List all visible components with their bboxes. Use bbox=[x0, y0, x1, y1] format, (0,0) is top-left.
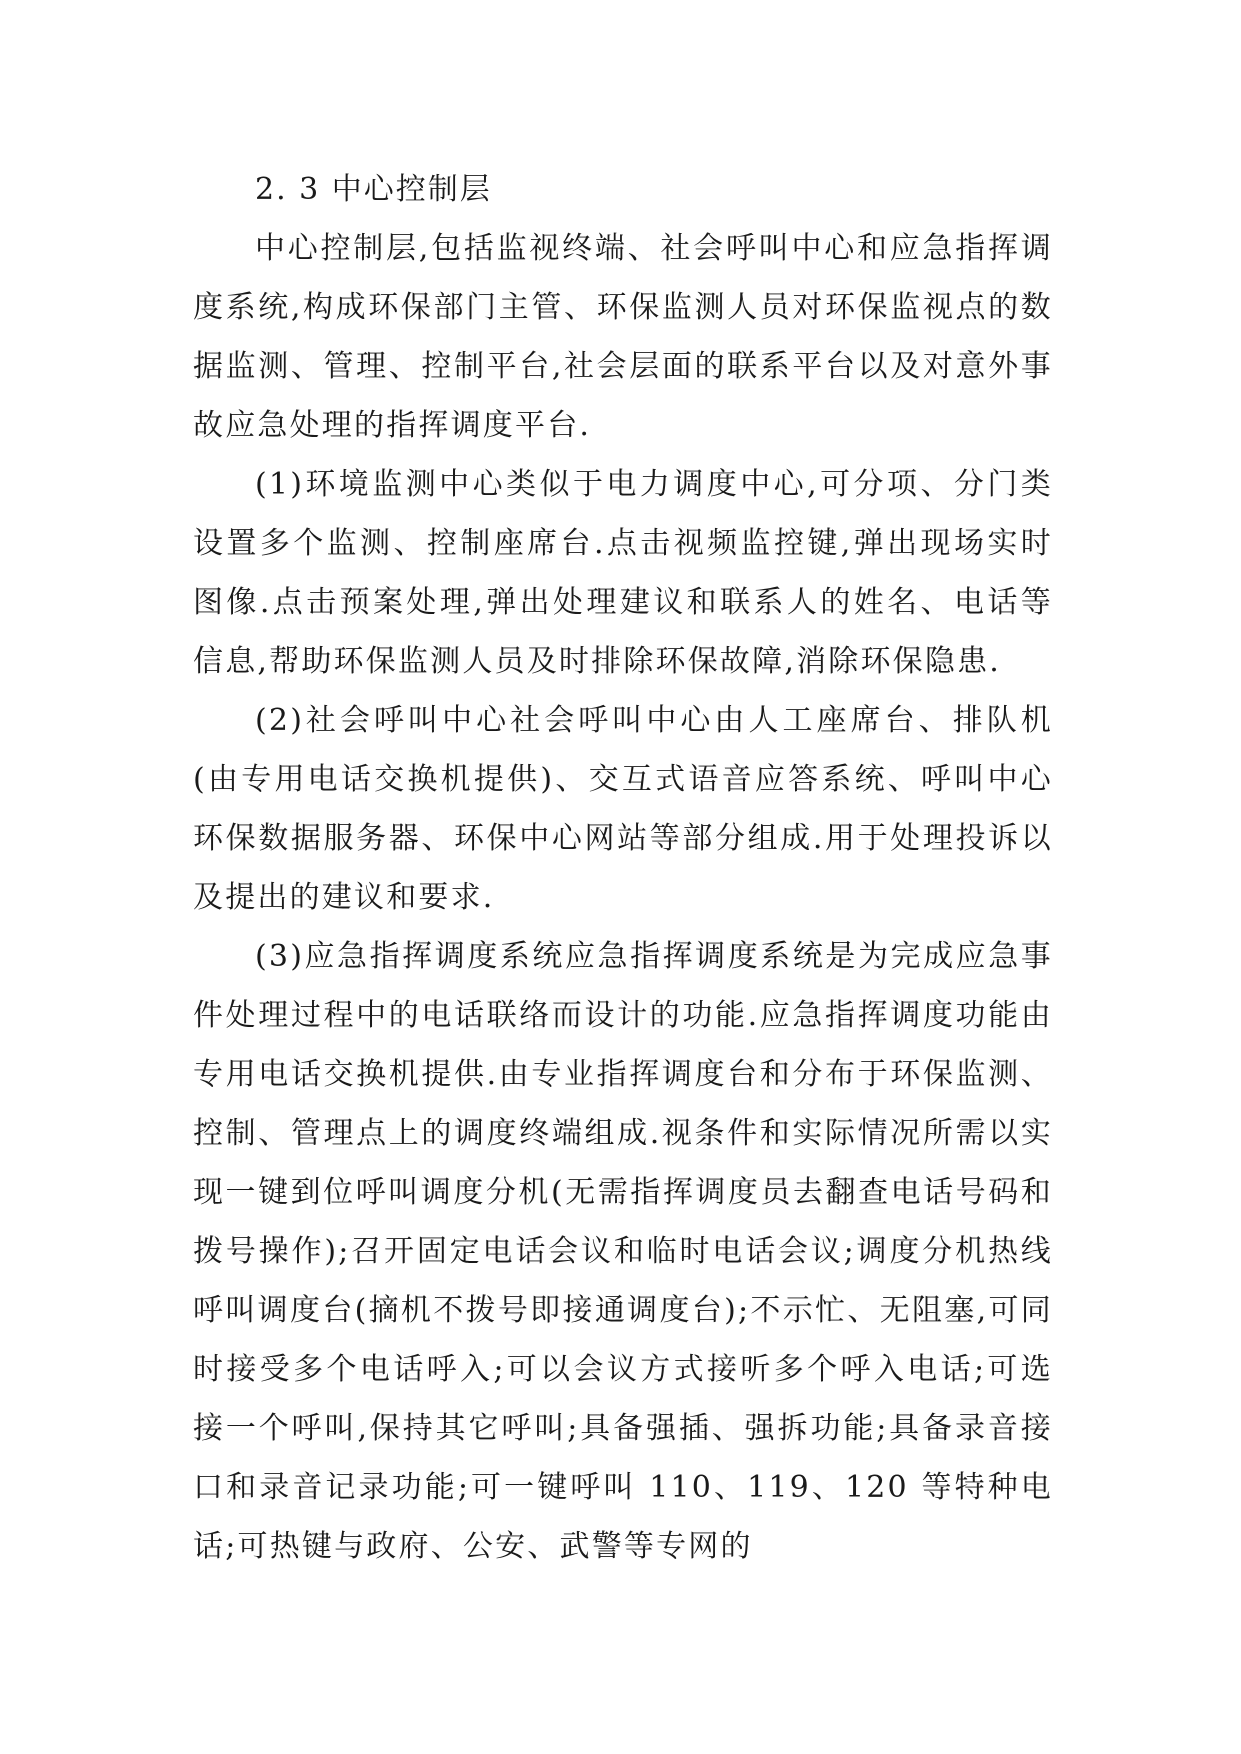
paragraph-intro: 中心控制层,包括监视终端、社会呼叫中心和应急指挥调度系统,构成环保部门主管、环保监测人员对环保监视点的数据监测、管理、控制平台,社会层面的联系平台以及对意外事故应急处理的指挥调度平台. bbox=[193, 231, 1053, 443]
paragraph-item-1: (1)环境监测中心类似于电力调度中心,可分项、分门类设置多个监测、控制座席台.点击视频监控键,弹出现场实时图像.点击预案处理,弹出处理建议和联系人的姓名、电话等信息,帮助环保监测人员及时排除环保故障,消除环保隐患. bbox=[193, 467, 1053, 679]
section-heading: 2. 3 中心控制层 bbox=[255, 172, 492, 207]
document-body bbox=[193, 160, 1053, 1576]
paragraph-item-2: (2)社会呼叫中心社会呼叫中心由人工座席台、排队机(由专用电话交换机提供)、交互式语音应答系统、呼叫中心环保数据服务器、环保中心网站等部分组成.用于处理投诉以及提出的建议和要求. bbox=[193, 703, 1053, 915]
paragraph-item-3: (3)应急指挥调度系统应急指挥调度系统是为完成应急事件处理过程中的电话联络而设计的功能.应急指挥调度功能由专用电话交换机提供.由专业指挥调度台和分布于环保监测、控制、管理点上的调度终端组成.视条件和实际情况所需以实现一键到位呼叫调度分机(无需指挥调度员去翻查电话号码和拨号操作);召开固定电话会议和临时电话会议;调度分机热线呼叫调度台(摘机不拨号即接通调度台);不示忙、无阻塞,可同时接受多个电话呼入;可以会议方式接听多个呼入电话;可选接一个呼叫,保持其它呼叫;具备强插、强拆功能;具备录音接口和录音记录功能;可一键呼叫 110、119、120 等特种电话;可热键与政府、公安、武警等专网的 bbox=[193, 939, 1053, 1564]
